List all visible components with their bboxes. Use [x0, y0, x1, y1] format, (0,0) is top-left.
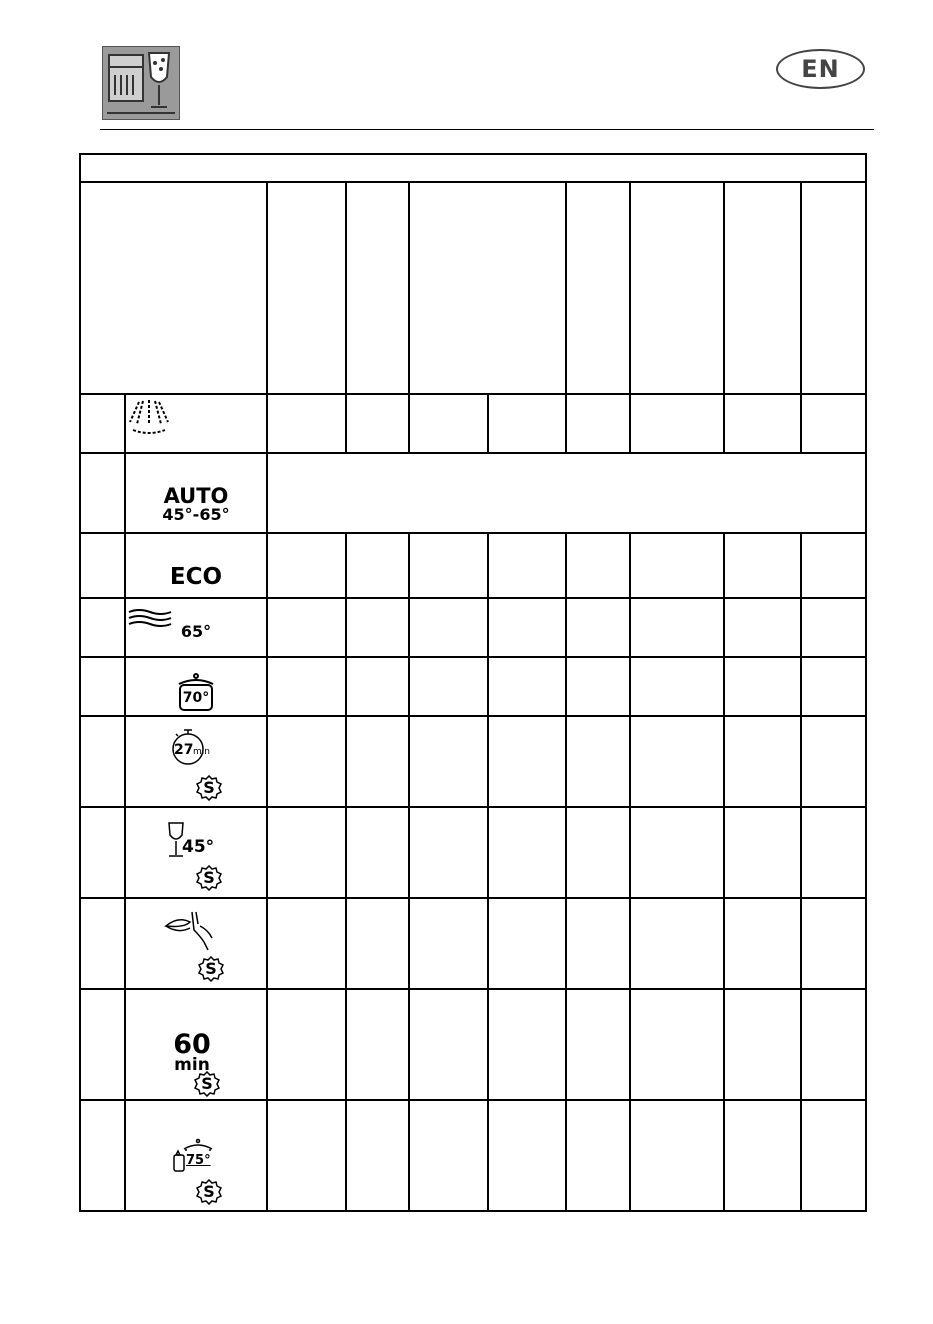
quick-duration: 27 [174, 742, 194, 758]
programme-table [79, 153, 867, 1212]
pot-70-icon [127, 669, 265, 715]
baby-bottle-75-icon [127, 1131, 265, 1211]
special-s-label: S [203, 1182, 215, 1201]
header-divider [100, 129, 874, 130]
sixty-unit: min [174, 1055, 210, 1075]
glass-45-icon [127, 813, 265, 893]
prewash-spray-icon [127, 396, 265, 452]
eco-program-icon [127, 553, 265, 601]
dishwasher-glass-icon [102, 46, 180, 120]
eco-label: ECO [169, 563, 223, 590]
special-s-label: S [203, 778, 215, 797]
special-s-label: S [205, 959, 217, 978]
language-badge: EN [776, 49, 865, 89]
auto-label: AUTO [163, 483, 229, 508]
silent-icon [127, 904, 265, 984]
special-s-label: S [203, 868, 215, 887]
glass-temperature: 45° [182, 837, 215, 857]
pot-temperature: 70° [182, 690, 210, 706]
bottle-temperature: 75° [186, 1153, 211, 1168]
special-s-label: S [201, 1074, 213, 1093]
auto-program-icon [127, 475, 265, 533]
intensive-65-icon [127, 609, 265, 655]
auto-temperature-range: 45°-65° [162, 504, 230, 524]
quick-unit: min [193, 747, 210, 757]
sixty-minutes-icon [127, 1005, 265, 1097]
sixty-value: 60 [173, 1029, 211, 1060]
quick-27-icon [127, 723, 265, 803]
intensive-temperature: 65° [180, 622, 212, 641]
